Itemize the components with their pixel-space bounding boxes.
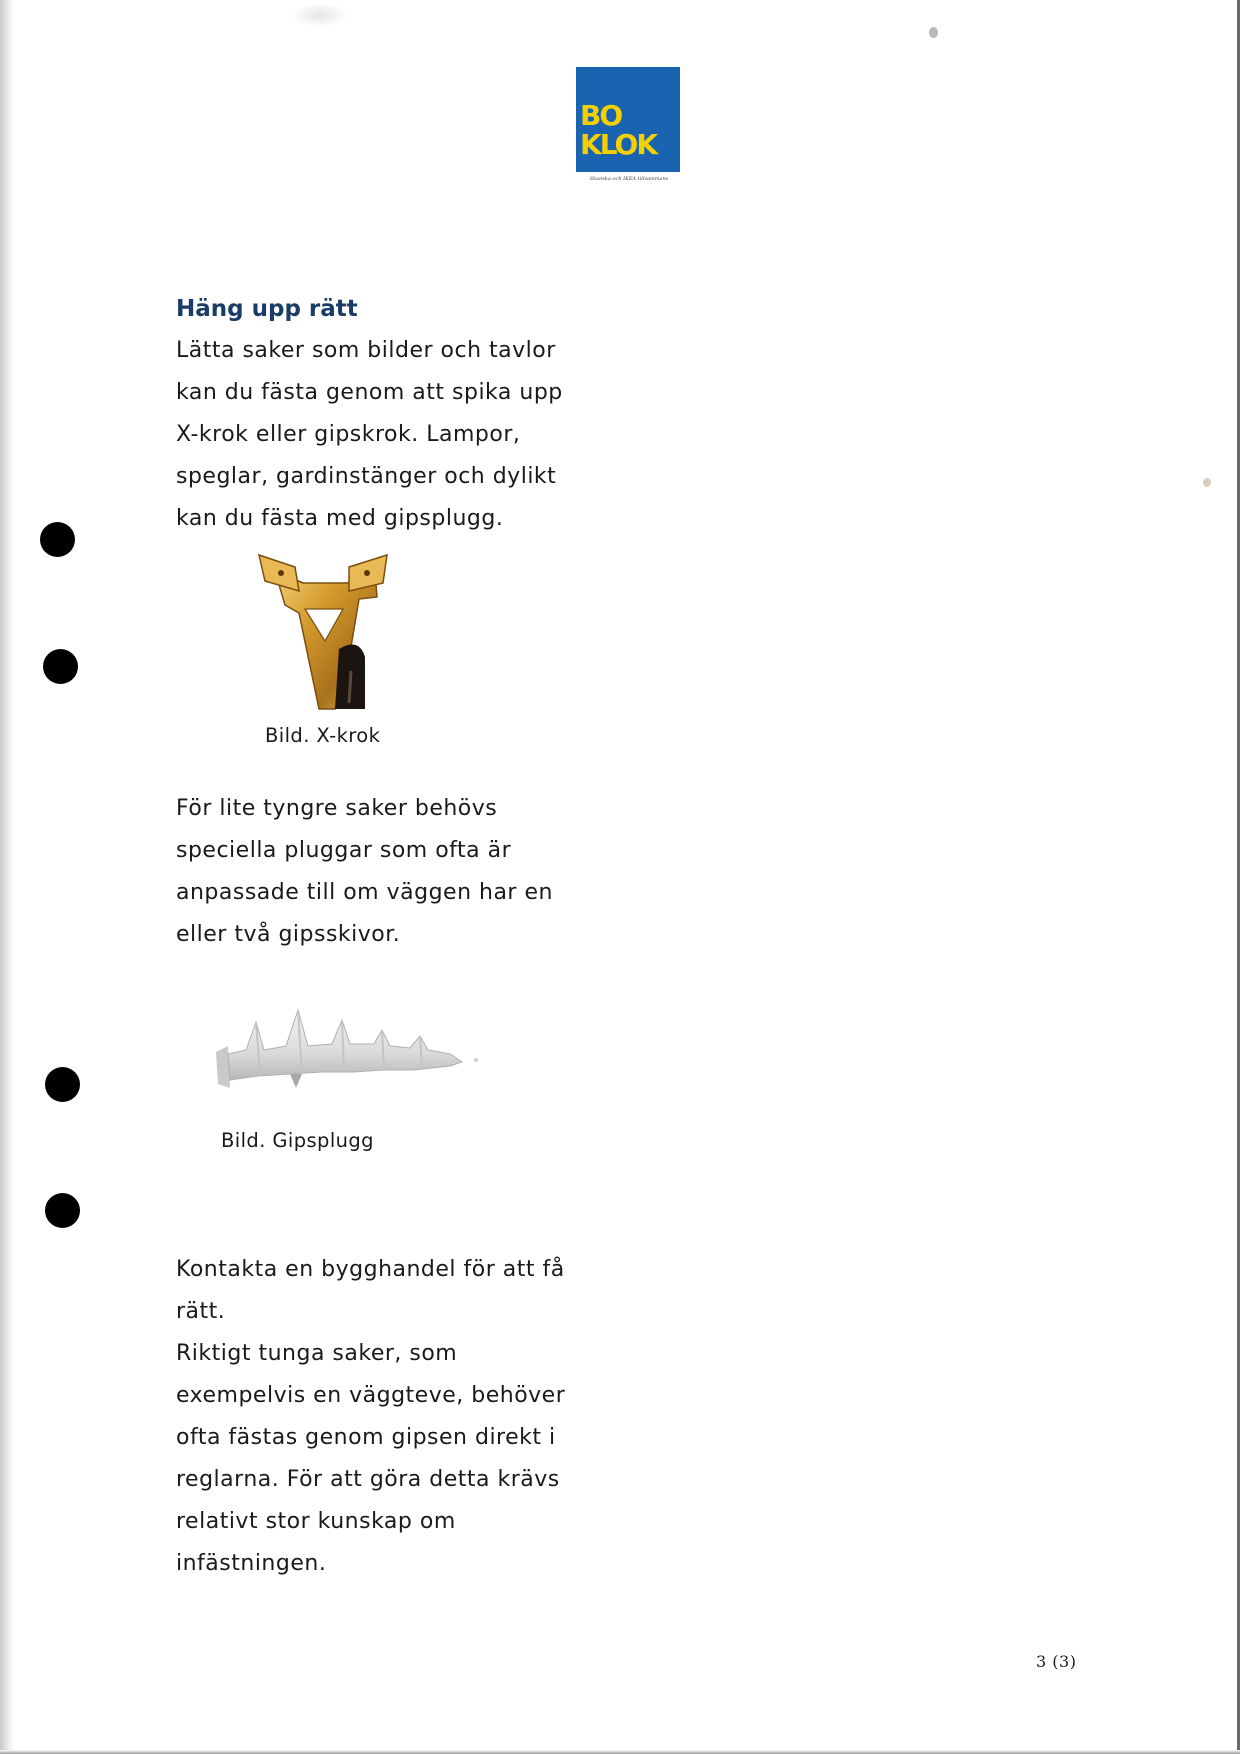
text-line: speciella pluggar som ofta är xyxy=(176,838,512,863)
intro-paragraph xyxy=(176,330,596,540)
text-line: infästningen. xyxy=(176,1551,327,1576)
text-line: anpassade till om väggen har en xyxy=(176,880,553,905)
text-line: reglarna. För att göra detta krävs xyxy=(176,1467,560,1492)
logo-text-bo: BO xyxy=(580,99,622,132)
scan-edge-bottom xyxy=(0,1750,1240,1754)
logo-tagline: Skanska och IKEA tillsammans xyxy=(589,176,669,182)
text-line: X-krok eller gipskrok. Lampor, xyxy=(176,422,521,447)
punch-hole xyxy=(40,522,75,557)
scan-speck xyxy=(1203,478,1211,487)
closing-paragraph xyxy=(176,1249,596,1585)
text-line: exempelvis en väggteve, behöver xyxy=(176,1383,566,1408)
text-line: ofta fästas genom gipsen direkt i xyxy=(176,1425,556,1450)
text-line: kan du fästa med gipsplugg. xyxy=(176,506,504,531)
text-line: kan du fästa genom att spika upp xyxy=(176,380,563,405)
text-line: Riktigt tunga saker, som xyxy=(176,1341,458,1366)
logo-text-klok: KLOK xyxy=(580,128,657,161)
x-hook-illustration xyxy=(255,553,395,711)
punch-hole xyxy=(43,649,78,684)
x-hook-caption: Bild. X-krok xyxy=(265,724,381,747)
text-line: speglar, gardinstänger och dylikt xyxy=(176,464,557,489)
text-line: Lätta saker som bilder och tavlor xyxy=(176,338,556,363)
text-line: För lite tyngre saker behövs xyxy=(176,796,498,821)
heavier-items-paragraph xyxy=(176,788,596,956)
text-line: eller två gipsskivor. xyxy=(176,922,401,947)
text-line: rätt. xyxy=(176,1299,226,1324)
logo-square xyxy=(576,67,680,172)
scan-smudge xyxy=(294,4,346,26)
text-line: Kontakta en bygghandel för att få xyxy=(176,1257,565,1282)
drywall-plug-caption: Bild. Gipsplugg xyxy=(221,1129,374,1152)
boklok-logo xyxy=(576,67,682,182)
scan-edge-left xyxy=(0,0,14,1754)
page-number: 3 (3) xyxy=(1036,1652,1077,1671)
drywall-plug-illustration xyxy=(214,1000,479,1092)
punch-hole xyxy=(45,1193,80,1228)
punch-hole xyxy=(45,1067,80,1102)
section-heading: Häng upp rätt xyxy=(176,296,358,322)
text-line: relativt stor kunskap om xyxy=(176,1509,456,1534)
scan-speck xyxy=(929,27,938,38)
